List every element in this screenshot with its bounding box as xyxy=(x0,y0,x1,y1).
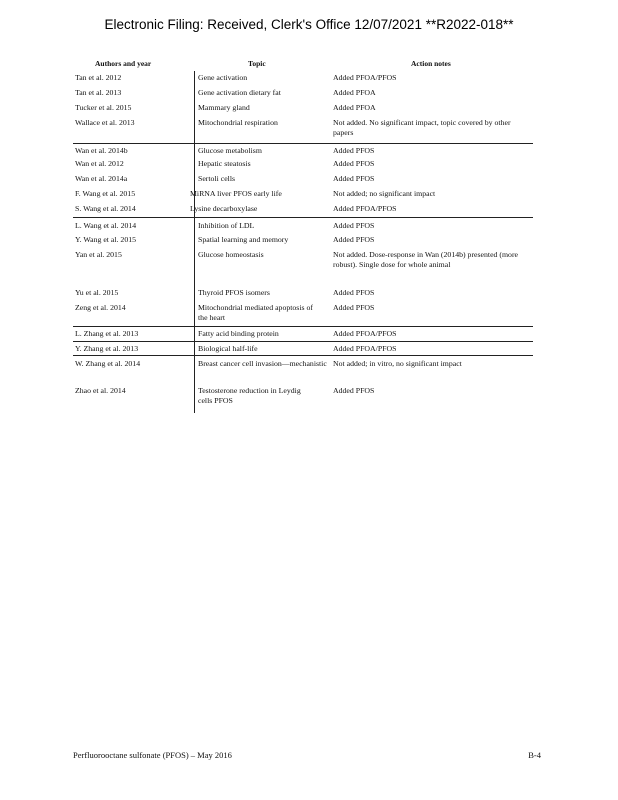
topic-cell: Testosterone reduction in Leydig cells PFOS xyxy=(198,386,301,405)
note-cell: Added PFOA xyxy=(333,103,376,112)
author-cell: Y. Zhang et al. 2013 xyxy=(75,344,139,353)
column-header-authors: Authors and year xyxy=(95,59,152,68)
note-cell: Not added; no significant impact xyxy=(333,189,436,198)
author-cell: L. Zhang et al. 2013 xyxy=(75,329,139,338)
table-row xyxy=(73,355,533,368)
column-header-action-notes: Action notes xyxy=(411,59,451,68)
note-cell: Added PFOS xyxy=(333,159,375,168)
author-cell: Yu et al. 2015 xyxy=(75,288,119,297)
author-cell: Tan et al. 2013 xyxy=(75,88,122,97)
author-cell: Tucker et al. 2015 xyxy=(75,103,132,112)
note-cell: Added PFOS xyxy=(333,386,375,395)
filing-header: Electronic Filing: Received, Clerk's Office 12/07/2021 **R2022-018** xyxy=(104,17,514,32)
note-cell: Added PFOS xyxy=(333,303,375,312)
topic-cell: Breast cancer cell invasion—mechanistic xyxy=(198,359,327,368)
author-cell: Wan et al. 2014b xyxy=(75,146,128,155)
author-cell: S. Wang et al. 2014 xyxy=(75,204,136,213)
note-cell: Not added. No significant impact, topic covered by other papers xyxy=(333,118,511,137)
note-cell: Added PFOS xyxy=(333,221,375,230)
note-cell: Not added; in vitro, no significant impact xyxy=(333,359,462,368)
note-cell: Added PFOS xyxy=(333,146,375,155)
topic-cell: Mitochondrial respiration xyxy=(198,118,278,127)
footer-document-title: Perfluorooctane sulfonate (PFOS) – May 2016 xyxy=(73,750,232,760)
author-cell: L. Wang et al. 2014 xyxy=(75,221,137,230)
note-cell: Added PFOA/PFOS xyxy=(333,329,397,338)
topic-cell: Biological half-life xyxy=(198,344,258,353)
table-row xyxy=(73,326,533,338)
author-cell: F. Wang et al. 2015 xyxy=(75,189,136,198)
page-number: B-4 xyxy=(528,750,541,760)
topic-cell: Fatty acid binding protein xyxy=(198,329,279,338)
reference-table xyxy=(73,56,533,413)
topic-cell: Glucose metabolism xyxy=(198,146,262,155)
topic-cell: Sertoli cells xyxy=(198,174,236,183)
author-cell: Wallace et al. 2013 xyxy=(75,118,135,127)
topic-cell: Spatial learning and memory xyxy=(198,235,289,244)
note-cell: Added PFOS xyxy=(333,174,375,183)
topic-cell: Hepatic steatosis xyxy=(198,159,251,168)
author-cell: Tan et al. 2012 xyxy=(75,73,122,82)
author-cell: W. Zhang et al. 2014 xyxy=(75,359,141,368)
author-cell: Zeng et al. 2014 xyxy=(75,303,126,312)
note-cell: Added PFOA/PFOS xyxy=(333,204,397,213)
author-cell: Y. Wang et al. 2015 xyxy=(75,235,137,244)
topic-cell: Glucose homeostasis xyxy=(198,250,264,259)
author-cell: Zhao et al. 2014 xyxy=(75,386,126,395)
note-cell: Added PFOA/PFOS xyxy=(333,344,397,353)
table-row xyxy=(73,217,533,230)
topic-cell: MiRNA liver PFOS early life xyxy=(190,189,282,198)
author-cell: Yan et al. 2015 xyxy=(75,250,122,259)
note-cell: Added PFOS xyxy=(333,288,375,297)
topic-cell: Mammary gland xyxy=(198,103,250,112)
topic-cell: Gene activation xyxy=(198,73,248,82)
author-cell: Wan et al. 2012 xyxy=(75,159,124,168)
note-cell: Added PFOA xyxy=(333,88,376,97)
note-cell: Added PFOA/PFOS xyxy=(333,73,397,82)
topic-cell: Gene activation dietary fat xyxy=(198,88,281,97)
table-row xyxy=(73,341,533,353)
column-divider xyxy=(194,71,195,413)
note-cell: Added PFOS xyxy=(333,235,375,244)
note-cell: Not added. Dose-response in Wan (2014b) presented (more robust). Single dose for whole animal xyxy=(333,250,519,269)
topic-cell: Mitochondrial mediated apoptosis of the heart xyxy=(198,303,313,322)
topic-cell: Thyroid PFOS isomers xyxy=(198,288,270,297)
author-cell: Wan et al. 2014a xyxy=(75,174,128,183)
topic-cell: Lysine decarboxylase xyxy=(190,204,258,213)
topic-cell: Inhibition of LDL xyxy=(198,221,255,230)
table-row xyxy=(73,143,533,155)
column-header-topic: Topic xyxy=(248,59,266,68)
